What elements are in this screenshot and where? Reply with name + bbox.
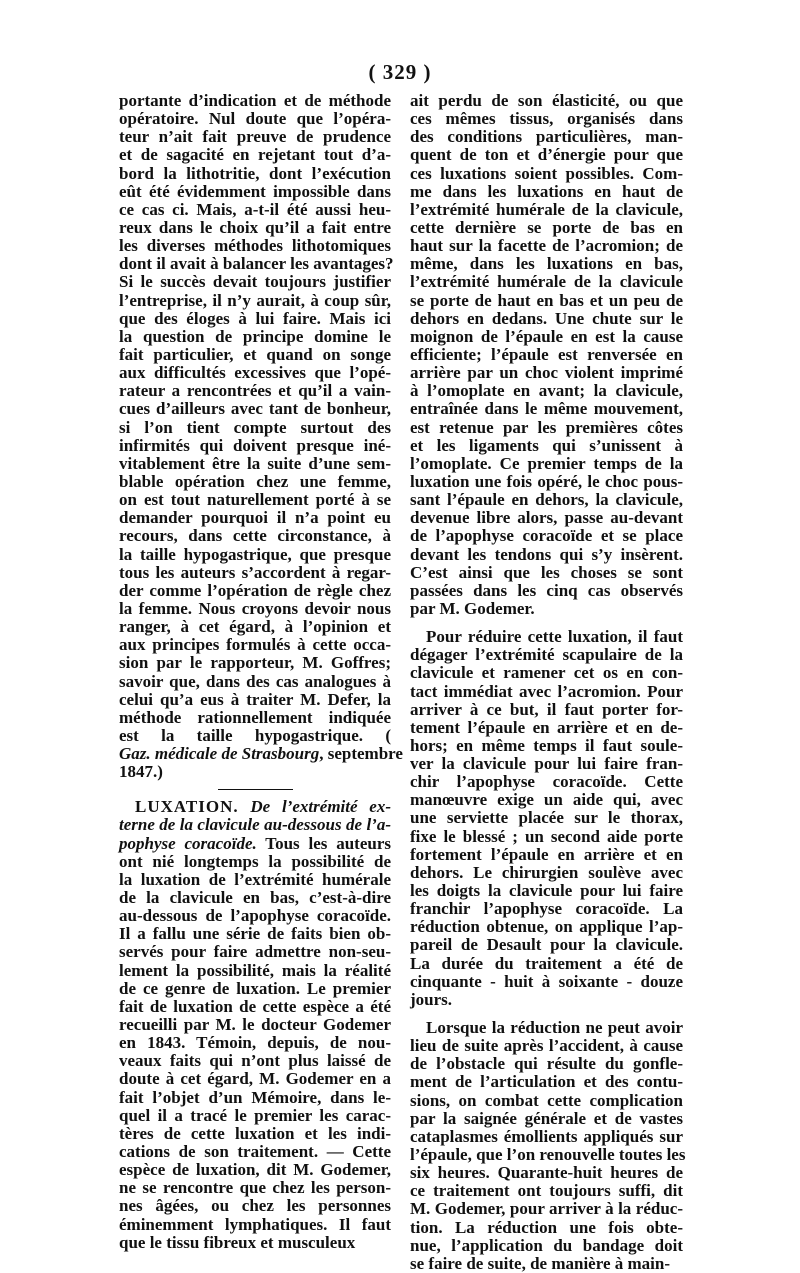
text-line: dehors. Le chirurgien soulève avec <box>410 862 683 882</box>
text-line: une serviette placée sur le thorax, <box>410 808 683 828</box>
text-line: quent de ton et d’énergie pour que <box>410 145 683 165</box>
text-line: réduction obtenue, on applique l’ap- <box>410 917 683 937</box>
citation-journal: Gaz. médicale de Strasbourg <box>119 744 320 764</box>
text-line: ces luxations soient possibles. Com- <box>410 163 683 183</box>
text-line: der comme l’opération de règle chez <box>119 580 391 600</box>
heading-line-3 <box>119 835 391 853</box>
text-line: tous les auteurs s’accordent à regar- <box>119 562 391 582</box>
right-column <box>410 91 686 1273</box>
text-line: si l’on tient compte surtout des <box>119 417 391 437</box>
text-line: ver la clavicule pour lui faire fran- <box>410 754 683 774</box>
text-line: fixe le blessé ; un second aide porte <box>410 826 683 846</box>
text-line: La durée du traitement a été de <box>410 953 683 973</box>
text-line: éminemment lymphatiques. Il faut <box>119 1214 391 1234</box>
text-line: de l’obstacle qui résulte du gonfle- <box>410 1054 683 1074</box>
section-divider <box>218 789 293 790</box>
left-paragraph-1 <box>119 91 394 745</box>
text-line: ment de l’articulation et des contu- <box>410 1072 683 1092</box>
text-line: fait particulier, et quand on songe <box>119 344 391 364</box>
text-line: de ce genre de luxation. Le premier <box>119 978 391 998</box>
text-line: portante d’indication et de méthode <box>119 91 391 110</box>
text-line: franchir l’apophyse coracoïde. La <box>410 899 683 919</box>
text-line: dégager l’extrémité scapulaire de la <box>410 645 683 665</box>
text-line: cues d’ailleurs avec tant de bonheur, <box>119 399 391 419</box>
text-line: recueilli par M. le docteur Godemer <box>119 1015 391 1035</box>
citation-rest: , septembre <box>319 744 403 764</box>
text-line: teur n’ait fait preuve de prudence <box>119 127 391 147</box>
text-line: passées dans les cinq cas observés <box>410 580 683 600</box>
text-line: est la taille hypogastrique. ( <box>119 725 391 745</box>
text-line: jours. <box>410 989 453 1009</box>
left-paragraph-2 <box>119 853 391 1252</box>
right-paragraph-2 <box>410 628 683 1009</box>
text-line: fortement l’épaule en arrière et en <box>410 844 683 864</box>
text-line: sion par le rapporteur, M. Goffres; <box>119 653 391 673</box>
text-line: ces mêmes tissus, organisés dans <box>410 109 683 129</box>
text-line: l’entreprise, il n’y aurait, à coup sûr, <box>119 290 391 310</box>
text-line: dehors en dedans. Une chute sur le <box>410 308 683 328</box>
text-line: celui qu’a eus à traiter M. Defer, la <box>119 689 391 709</box>
text-line: aux difficultés excessives que l’opé- <box>119 363 391 383</box>
text-line: nes âgées, ou chez les personnes <box>119 1196 391 1216</box>
citation-line <box>119 744 403 764</box>
text-line: que des éloges à lui faire. Mais ici <box>119 308 391 328</box>
text-line: vitablement être la suite d’une sem- <box>119 453 391 473</box>
text-line: se faire de suite, de manière à main- <box>410 1253 670 1273</box>
text-line: ce cas ci. Mais, a-t-il été aussi heu- <box>119 199 391 219</box>
text-line: et les ligaments qui s’unissent à <box>410 435 683 455</box>
text-line: de la clavicule en bas, c’est-à-dire <box>119 888 391 908</box>
text-line: et de sagacité en rejetant tout d’a- <box>119 145 391 165</box>
text-line: que le tissu fibreux et musculeux <box>119 1232 356 1252</box>
text-line: espèce de luxation, dit M. Godemer, <box>119 1160 391 1180</box>
text-line: on est tout naturellement porté à se <box>119 490 391 510</box>
text-line: demander pourquoi il n’a point eu <box>119 508 391 528</box>
text-line: l’omoplate. Ce premier temps de la <box>410 453 683 473</box>
text-line: lement la possibilité, mais la réalité <box>119 960 391 980</box>
text-line: des conditions particulières, man- <box>410 127 683 147</box>
text-line: lieu de suite après l’accident, à cause <box>410 1036 683 1056</box>
text-line: doute à cet égard, M. Godemer en a <box>119 1069 391 1089</box>
text-line: me dans les luxations en haut de <box>410 181 683 201</box>
text-line: méthode rationnellement indiquée <box>119 707 391 727</box>
text-line: entraînée dans le même mouvement, <box>410 399 683 419</box>
text-line: fait l’objet d’un Mémoire, dans le- <box>119 1087 391 1107</box>
text-line: devenue libre alors, passe au-devant <box>410 508 683 528</box>
text-line: luxation une fois opéré, le choc pous- <box>410 471 683 491</box>
text-line: six heures. Quarante-huit heures de <box>410 1163 683 1183</box>
text-line: sant l’épaule en dehors, la clavicule, <box>410 490 683 510</box>
text-line: haut sur la facette de l’acromion; de <box>410 236 683 256</box>
text-line: bord la lithotritie, dont l’exécution <box>119 163 391 183</box>
heading-title-2: terne de la clavicule au-dessous de l’a- <box>119 815 391 835</box>
text-line: sions, on combat cette complication <box>410 1090 683 1110</box>
text-line: la taille hypogastrique, que presque <box>119 544 391 564</box>
text-line: infirmités qui doivent presque iné- <box>119 435 391 455</box>
text-line: C’est ainsi que les choses se sont <box>410 562 683 582</box>
text-line: quel il a tracé le premier les carac- <box>119 1105 391 1125</box>
text-line: en 1843. Témoin, depuis, de nou- <box>119 1033 391 1053</box>
text-line: l’épaule, que l’on renouvelle toutes les <box>410 1145 686 1165</box>
text-line: arriver à ce but, il faut porter for- <box>410 699 683 719</box>
text-line: même, dans les luxations en bas, <box>410 254 683 274</box>
text-line: cinquante - huit à soixante - douze <box>410 971 683 991</box>
text-line: cette dernière se porte de bas en <box>410 217 683 237</box>
text-line: les doigts la clavicule pour lui faire <box>410 881 683 901</box>
text-line: opératoire. Nul doute que l’opéra- <box>119 109 391 129</box>
heading-title-3: pophyse coracoïde. <box>119 833 257 853</box>
text-line: la femme. Nous croyons devoir nous <box>119 598 391 618</box>
text-line: efficiente; l’épaule est renversée en <box>410 344 683 364</box>
text-line: ranger, à cet égard, à l’opinion et <box>119 617 391 637</box>
text-line: tement l’épaule en arrière et en de- <box>410 717 683 737</box>
text-line: Pour réduire cette luxation, il faut <box>426 627 683 647</box>
text-line: servés pour faire admettre non-seu- <box>119 942 391 962</box>
text-line: ce traitement ont toujours suffi, dit <box>410 1181 683 1201</box>
text-line: recours, dans cette circonstance, à <box>119 526 391 546</box>
text-line: au-dessous de l’apophyse coracoïde. <box>119 906 391 926</box>
text-line: Lorsque la réduction ne peut avoir <box>426 1018 683 1038</box>
text-line: est retenue par les premières côtes <box>410 417 683 437</box>
text-line: l’extrémité humérale de la clavicule, <box>410 199 683 219</box>
text-line: tères de cette luxation et les indi- <box>119 1123 391 1143</box>
text-line: Si le succès devait toujours justifier <box>119 272 391 292</box>
text-line: la question de principe domine le <box>119 326 391 346</box>
text-line: nue, l’application du bandage doit <box>410 1235 683 1255</box>
heading-line-1 <box>119 798 391 816</box>
text-line: M. Godemer, pour arriver à la réduc- <box>410 1199 683 1219</box>
text-line: ont nié longtemps la possibilité de <box>119 851 391 871</box>
text-line: de l’apophyse coracoïde et se place <box>410 526 683 546</box>
text-line: pareil de Desault pour la clavicule. <box>410 935 683 955</box>
text-line: tion. La réduction une fois obte- <box>410 1217 683 1237</box>
heading-title-1: De l’extrémité ex- <box>250 797 392 817</box>
text-line: Il a fallu une série de faits bien ob- <box>119 924 391 944</box>
text-line: par la saignée générale et de vastes <box>410 1108 683 1128</box>
text-line: les diverses méthodes lithotomiques <box>119 236 391 256</box>
text-line: ne se rencontre que chez les person- <box>119 1178 391 1198</box>
text-line: clavicule et ramener cet os en con- <box>410 663 683 683</box>
right-paragraph-3 <box>410 1018 686 1273</box>
section-heading: LUXATION. <box>135 797 239 817</box>
text-line: manœuvre exige un aide qui, avec <box>410 790 683 810</box>
citation-year: 1847.) <box>119 762 163 782</box>
left-column <box>119 91 403 1252</box>
text-line: aux principes formulés à cette occa- <box>119 635 391 655</box>
text-line: hors; en même temps il faut soule- <box>410 735 683 755</box>
page-number: ( 329 ) <box>368 60 432 84</box>
text-line: par M. Godemer. <box>410 598 535 618</box>
text-line: devant les tendons qui s’y insèrent. <box>410 544 683 564</box>
text-line: ait perdu de son élasticité, ou que <box>410 91 683 110</box>
text-line: chir l’apophyse coracoïde. Cette <box>410 772 683 792</box>
right-paragraph-1 <box>410 92 683 618</box>
text-line: rateur a rencontrées et qu’il a vain- <box>119 381 391 401</box>
text-line: moignon de l’épaule en est la cause <box>410 326 683 346</box>
text-line: l’extrémité humérale de la clavicule <box>410 272 683 292</box>
text-line: veaux faits qui n’ont plus laissé de <box>119 1051 391 1071</box>
text-line: la luxation de l’extrémité humérale <box>119 869 391 889</box>
text-line: dont il avait à balancer les avantages? <box>119 254 394 274</box>
text-line: reux dans le choix qu’il a fait entre <box>119 217 391 237</box>
heading-after: Tous les auteurs <box>256 833 392 853</box>
text-line: cataplasmes émollients appliqués sur <box>410 1126 683 1146</box>
text-line: savoir que, dans des cas analogues à <box>119 671 391 691</box>
text-line: tact immédiat avec l’acromion. Pour <box>410 681 683 701</box>
text-line: arrière par un choc violent imprimé <box>410 363 683 383</box>
text-line: fait de luxation de cette espèce a été <box>119 996 391 1016</box>
text-line: à l’omoplate en avant; la clavicule, <box>410 381 683 401</box>
text-line: blable opération chez une femme, <box>119 471 391 491</box>
text-line: eût été évidemment impossible dans <box>119 181 391 201</box>
text-line: cations de son traitement. — Cette <box>119 1142 391 1162</box>
text-line: se porte de haut en bas et un peu de <box>410 290 683 310</box>
